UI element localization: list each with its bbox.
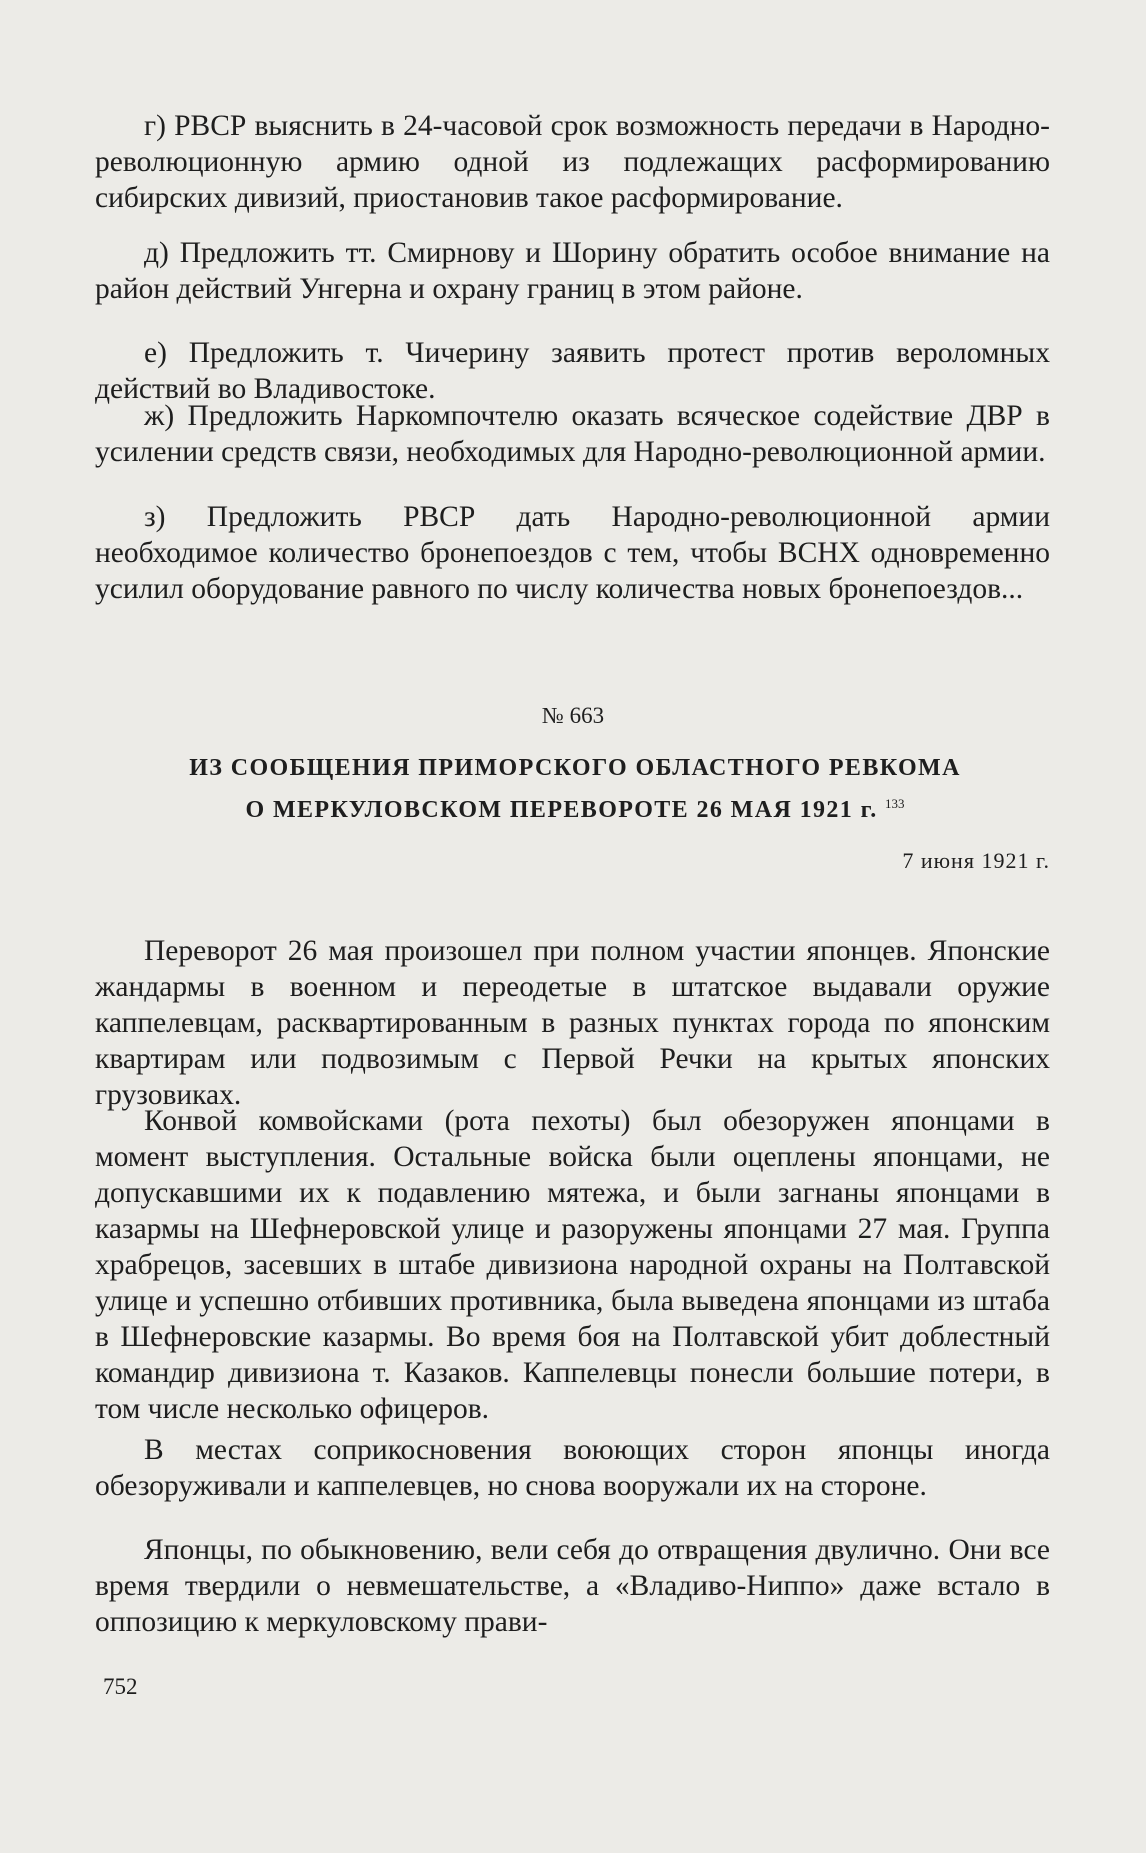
paragraph-d: д) Предложить тт. Смирнову и Шорину обратить особое внимание на район действий Унгерна и охрану границ в этом районе. <box>95 237 1050 305</box>
body-paragraph-2: Конвой комвойсками (рота пехоты) был обезоружен японцами в момент выступления. Остальные войска были оцеплены японцами, не допускавшими их к подавлению мятежа, и были загнаны японцами в казармы на Шефнеровской улице и разоружены японцами 27 мая. Группа храбрецов, засевших в штабе дивизиона народной охраны на Полтавской улице и успешно отбивших противника, была выведена японцами из штаба в Шефнеровские казармы. Во время боя на Полтавской убит доблестный командир дивизиона т. Казаков. Каппелевцы понесли большие потери, в том числе несколько офицеров. <box>95 1105 1050 1425</box>
document-date: 7 июня 1921 г. <box>902 848 1050 873</box>
footnote-ref: 133 <box>885 796 905 811</box>
body-paragraph-1: Переворот 26 мая произошел при полном участии японцев. Японские жандармы в военном и переодетые в штатское выдавали оружие каппелевцам, расквартированным в разных пунктах города по японским квартирам или подвозимым с Первой Речки на крытых японских грузовиках. <box>95 935 1050 1111</box>
paragraph-g: г) РВСР выяснить в 24-часовой срок возможность передачи в Народно-революционную армию одной из подлежащих расформированию сибирских дивизий, приостановив такое расформирование. <box>95 110 1050 214</box>
paragraph-zh: ж) Предложить Наркомпочтелю оказать всяческое содействие ДВР в усилении средств связи, необходимых для Народно-революционной армии. <box>95 400 1050 468</box>
heading-line-2-text: О МЕРКУЛОВСКОМ ПЕРЕВОРОТЕ 26 МАЯ 1921 г. <box>245 797 878 823</box>
page-number: 752 <box>103 1674 138 1699</box>
body-paragraph-4: Японцы, по обыкновению, вели себя до отвращения двулично. Они все время твердили о невмешательстве, а «Владиво-Ниппо» даже встало в оппозицию к меркуловскому прави- <box>95 1534 1050 1638</box>
heading-line-2 <box>130 786 1020 828</box>
body-paragraph-3: В местах соприкосновения воюющих сторон японцы иногда обезоруживали и каппелевцев, но снова вооружали их на стороне. <box>95 1434 1050 1502</box>
document-number: № 663 <box>541 703 605 728</box>
paragraph-e: е) Предложить т. Чичерину заявить протест против вероломных действий во Владивостоке. <box>95 337 1050 405</box>
document-heading <box>130 750 1020 828</box>
paragraph-z: з) Предложить РВСР дать Народно-революционной армии необходимое количество бронепоездов с тем, чтобы ВСНХ одновременно усилил оборудование равного по числу количества новых бронепоездов... <box>95 501 1050 605</box>
heading-line-1: ИЗ СООБЩЕНИЯ ПРИМОРСКОГО ОБЛАСТНОГО РЕВКОМА <box>189 755 961 781</box>
